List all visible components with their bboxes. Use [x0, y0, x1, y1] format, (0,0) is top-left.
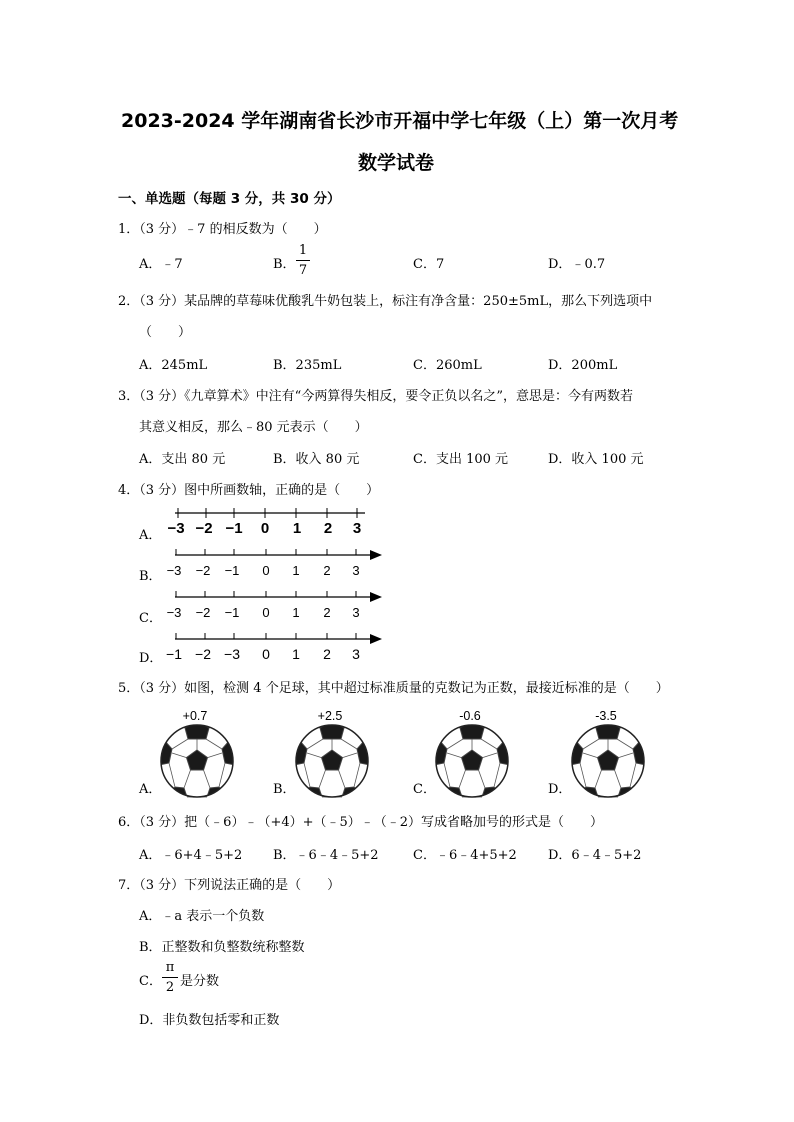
tick-label: 2 — [323, 563, 331, 578]
tick-marks — [176, 549, 356, 555]
fraction-numerator: 1 — [298, 243, 308, 258]
tick-label: 1 — [292, 520, 302, 537]
question-7-stem: 7．（3 分）下列说法正确的是（ ） — [118, 878, 341, 893]
tick-label: 1 — [292, 563, 300, 578]
q4-option-c-label: C． — [139, 611, 162, 626]
tick-label: 0 — [262, 646, 270, 662]
q7-option-d: D．非负数包括零和正数 — [139, 1013, 280, 1028]
tick-label: 0 — [260, 520, 270, 537]
q7-option-a: A．﹣a 表示一个负数 — [139, 909, 265, 924]
q3-option-b: B．收入 80 元 — [273, 452, 360, 467]
q2-option-d: D．200mL — [548, 358, 618, 373]
question-4-stem: 4．（3 分）图中所画数轴，正确的是（ ） — [118, 483, 380, 498]
question-5-stem: 5．（3 分）如图，检测 4 个足球，其中超过标准质量的克数记为正数，最接近标准的是（ ） — [118, 681, 669, 696]
tick-label: 2 — [323, 605, 331, 620]
fraction-numerator: π — [165, 960, 175, 975]
section-header: 一、单选题（每题 3 分，共 30 分） — [118, 191, 341, 207]
tick-label: 0 — [262, 563, 270, 578]
tick-label: −1 — [224, 605, 240, 620]
tick-label: −1 — [225, 520, 243, 537]
tick-label: −1 — [166, 646, 182, 662]
q4-option-c-number-line — [160, 590, 385, 624]
tick-label: 2 — [323, 646, 331, 662]
tick-label: −1 — [224, 563, 240, 578]
q3-option-a: A．支出 80 元 — [139, 452, 226, 467]
q6-option-c: C．﹣6﹣4+5+2 — [413, 848, 517, 863]
q7-option-c-label: C． — [139, 974, 162, 989]
ball-b-option-label: B． — [273, 782, 296, 797]
tick-label: −3 — [166, 605, 182, 620]
question-3-stem-line1: 3．（3 分）《九章算术》中注有“今两算得失相反，要令正负以名之”，意思是：今有两数若 — [118, 389, 633, 404]
q4-option-a-label: A． — [139, 528, 162, 543]
q4-option-a-number-line — [160, 505, 380, 541]
tick-label: 1 — [292, 646, 300, 662]
fraction-denominator: 7 — [298, 263, 308, 278]
tick-label: −2 — [195, 520, 213, 537]
axis-arrow-icon — [370, 550, 382, 560]
q7-option-b: B．正整数和负整数统称整数 — [139, 940, 305, 955]
q4-option-b-label: B． — [139, 569, 162, 584]
ball-a-option-label: A． — [139, 782, 162, 797]
ball-b-value: +2.5 — [317, 709, 343, 723]
q4-option-b-number-line — [160, 548, 385, 582]
soccer-ball-a-icon — [157, 721, 237, 801]
soccer-ball-c-icon — [432, 721, 512, 801]
question-2-stem-line1: 2．（3 分）某品牌的草莓味优酸乳牛奶包装上，标注有净含量：250±5mL，那么下列选项中 — [118, 294, 653, 309]
question-6-stem: 6．（3 分）把（﹣6）﹣（+4）+（﹣5）﹣（﹣2）写成省略加号的形式是（ ） — [118, 815, 604, 830]
q7-option-c-fraction — [162, 960, 178, 1000]
tick-label: −2 — [195, 605, 211, 620]
exam-title-line2: 数学试卷 — [358, 152, 435, 174]
axis-arrow-icon — [370, 592, 382, 602]
q6-option-b: B．﹣6﹣4﹣5+2 — [273, 848, 379, 863]
soccer-ball-b-icon — [292, 721, 372, 801]
q2-option-a: A．245mL — [139, 358, 208, 373]
q2-option-c: C．260mL — [413, 358, 482, 373]
tick-marks — [176, 591, 356, 597]
tick-label: 0 — [262, 605, 270, 620]
question-2-stem-line2: （ ） — [139, 325, 192, 340]
q1-option-c: C．7 — [413, 257, 445, 272]
tick-label: 3 — [352, 520, 362, 537]
soccer-ball-d-icon — [568, 721, 648, 801]
tick-label: −2 — [195, 563, 211, 578]
q4-option-d-label: D． — [139, 651, 163, 666]
ball-a-value: +0.7 — [182, 709, 208, 723]
q7-option-c-text: 是分数 — [180, 974, 220, 989]
tick-label: −3 — [224, 646, 240, 662]
ball-c-option-label: C． — [413, 782, 436, 797]
exam-title-line1: 2023-2024 学年湖南省长沙市开福中学七年级（上）第一次月考 — [121, 110, 679, 132]
q1-option-d: D．﹣0.7 — [548, 257, 606, 272]
q2-option-b: B．235mL — [273, 358, 342, 373]
tick-label: −3 — [167, 520, 185, 537]
axis-arrow-icon — [370, 634, 382, 644]
tick-label: 3 — [352, 605, 360, 620]
q6-option-d: D．6﹣4﹣5+2 — [548, 848, 642, 863]
q4-option-d-number-line — [160, 632, 385, 666]
tick-label: 3 — [352, 646, 360, 662]
q3-option-d: D．收入 100 元 — [548, 452, 644, 467]
fraction-denominator: 2 — [165, 980, 175, 995]
tick-label: −2 — [195, 646, 211, 662]
q1-option-b-label: B． — [273, 257, 296, 272]
question-3-stem-line2: 其意义相反，那么﹣80 元表示（ ） — [139, 420, 368, 435]
q1-option-a: A．﹣7 — [139, 257, 183, 272]
tick-label: 3 — [352, 563, 360, 578]
tick-label: −3 — [166, 563, 182, 578]
q3-option-c: C．支出 100 元 — [413, 452, 509, 467]
tick-marks — [176, 633, 356, 639]
question-1-stem: 1．（3 分）﹣7 的相反数为（ ） — [118, 222, 327, 237]
q6-option-a: A．﹣6+4﹣5+2 — [139, 848, 243, 863]
tick-label: 2 — [323, 520, 333, 537]
ball-d-value: -3.5 — [595, 709, 617, 723]
ball-d-option-label: D． — [548, 782, 572, 797]
q1-option-b-fraction — [296, 243, 310, 283]
tick-label: 1 — [292, 605, 300, 620]
ball-c-value: -0.6 — [459, 709, 481, 723]
